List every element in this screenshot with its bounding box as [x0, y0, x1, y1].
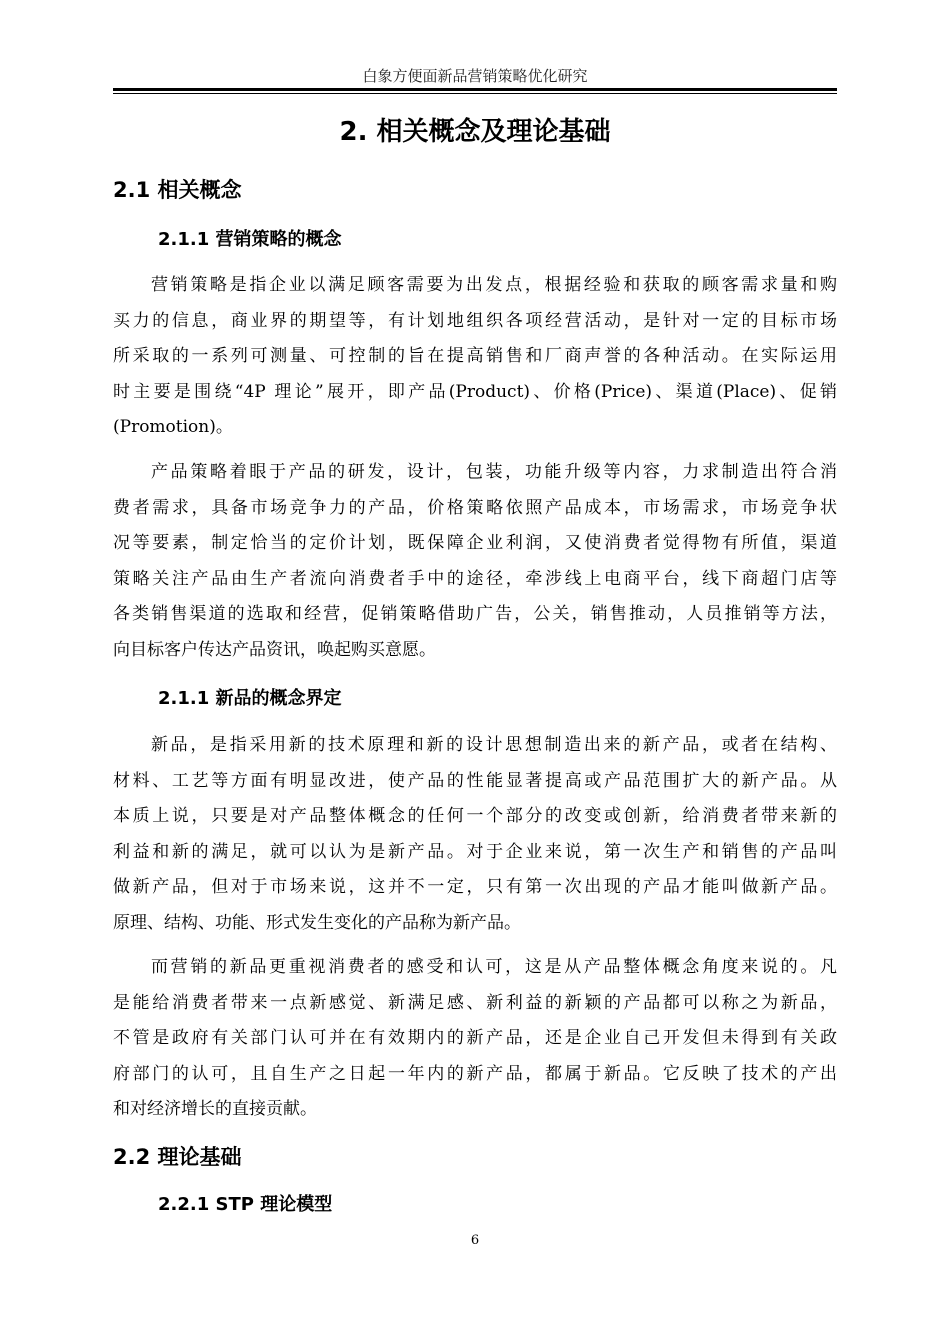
text-line: 新品，是指采用新的技术原理和新的设计思想制造出来的新产品，或者在结构、 [151, 735, 837, 755]
page-number: 6 [470, 1233, 480, 1248]
text-line: 买力的信息，商业界的期望等，有计划地组织各项经营活动，是针对一定的目标市场 [113, 310, 837, 331]
text-line: 原理、结构、功能、形式发生变化的产品称为新产品。 [113, 912, 521, 933]
subsection-heading-stp-model: 2.2.1 STP 理论模型 [158, 1194, 333, 1215]
chapter-title: 2. 相关概念及理论基础 [339, 117, 611, 147]
text-line: 府部门的认可，且自生产之日起一年内的新产品，都属于新品。它反映了技术的产出 [113, 1063, 837, 1084]
paragraph-4p-strategies [113, 455, 837, 669]
text-line: 材料、工艺等方面有明显改进，使产品的性能显著提高或产品范围扩大的新产品。从 [113, 770, 837, 791]
text-line: 利益和新的满足，就可以认为是新产品。对于企业来说，第一次生产和销售的产品叫 [113, 841, 837, 862]
subsection-heading-marketing-strategy: 2.1.1 营销策略的概念 [158, 229, 342, 250]
text-line: (Promotion)。 [113, 417, 233, 438]
text-line: 是能给消费者带来一点新感觉、新满足感、新利益的新颖的产品都可以称之为新品， [113, 992, 837, 1013]
paragraph-marketing-strategy-definition [113, 268, 837, 446]
text-line: 况等要素，制定恰当的定价计划，既保障企业利润，又使消费者觉得物有所值，渠道 [113, 533, 837, 554]
text-line: 费者需求，具备市场竞争力的产品，价格策略依照产品成本，市场需求，市场竞争状 [113, 497, 837, 518]
paragraph-new-product-definition [113, 728, 837, 942]
text-line: 做新产品，但对于市场来说，这并不一定，只有第一次出现的产品才能叫做新产品。 [113, 877, 837, 898]
section-heading-2-2: 2.2 理论基础 [113, 1145, 242, 1169]
text-line: 策略关注产品由生产者流向消费者手中的途径，牵涉线上电商平台，线下商超门店等 [113, 568, 837, 589]
section-heading-2-1: 2.1 相关概念 [113, 178, 242, 202]
text-line: 向目标客户传达产品资讯，唤起购买意愿。 [113, 639, 436, 660]
text-line: 不管是政府有关部门认可并在有效期内的新产品，还是企业自己开发但未得到有关政 [113, 1028, 837, 1049]
subsection-heading-new-product: 2.1.1 新品的概念界定 [158, 688, 342, 709]
paragraph-marketing-new-product [113, 950, 837, 1128]
text-line: 而营销的新品更重视消费者的感受和认可，这是从产品整体概念角度来说的。凡 [151, 957, 837, 977]
text-line: 所采取的一系列可测量、可控制的旨在提高销售和厂商声誉的各种活动。在实际运用 [113, 346, 837, 367]
header-rule [113, 88, 837, 91]
running-header: 白象方便面新品营销策略优化研究 [362, 67, 588, 85]
text-line: 本质上说，只要是对产品整体概念的任何一个部分的改变或创新，给消费者带来新的 [113, 806, 837, 827]
text-line: 各类销售渠道的选取和经营，促销策略借助广告，公关，销售推动，人员推销等方法， [113, 604, 837, 625]
text-line: 产品策略着眼于产品的研发，设计，包装，功能升级等内容，力求制造出符合消 [151, 462, 837, 482]
text-line: 和对经济增长的直接贡献。 [113, 1099, 317, 1120]
text-line: 营销策略是指企业以满足顾客需要为出发点，根据经验和获取的顾客需求量和购 [151, 275, 837, 295]
text-line: 时主要是围绕“4P 理论”展开，即产品(Product)、价格(Price)、渠道(Place)、促销 [113, 381, 837, 402]
header-rule-thin [113, 93, 837, 94]
